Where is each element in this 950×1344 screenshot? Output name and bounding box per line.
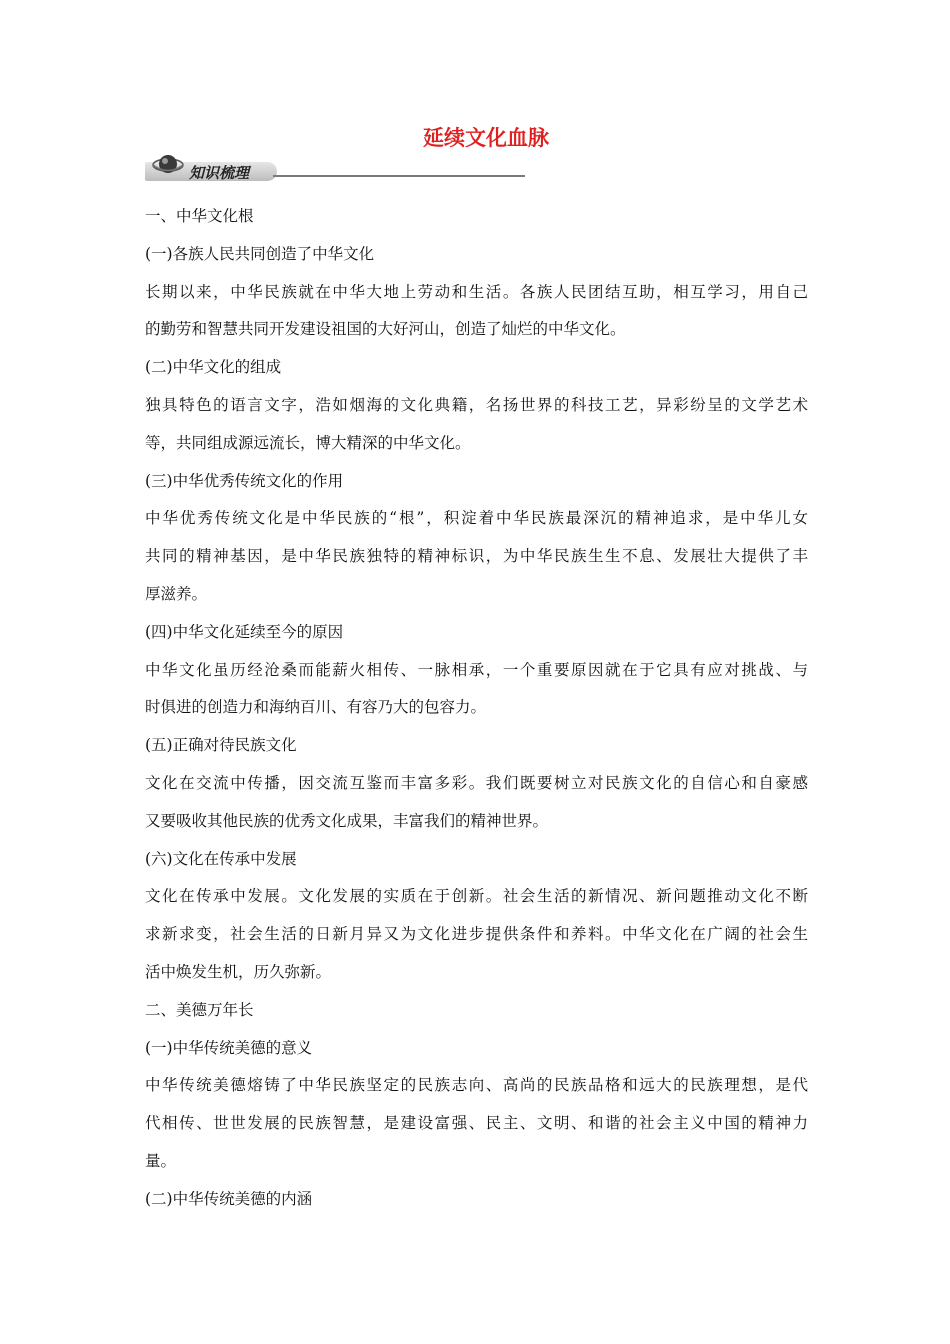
text-line: (一)中华传统美德的意义 — [145, 1038, 313, 1057]
text-line: 活中焕发生机，历久弥新。 — [145, 962, 332, 981]
text-line: (二)中华文化的组成 — [145, 358, 282, 377]
text-line: 中华文化虽历经沧桑而能薪火相传、一脉相承，一个重要原因就在于它具有应对挑战、与 — [145, 660, 808, 679]
text-line: (二)中华传统美德的内涵 — [145, 1189, 313, 1208]
text-line: 厚滋养。 — [145, 584, 208, 603]
text-line: (五)正确对待民族文化 — [145, 736, 297, 755]
text-line: 时俱进的创造力和海纳百川、有容乃大的包容力。 — [145, 698, 487, 717]
text-line: 共同的精神基因，是中华民族独特的精神标识，为中华民族生生不息、发展壮大提供了丰 — [145, 547, 808, 566]
text-line: 等，共同组成源远流长，博大精深的中华文化。 — [145, 433, 471, 452]
text-line: 独具特色的语言文字，浩如烟海的文化典籍，名扬世界的科技工艺，异彩纷呈的文学艺术 — [145, 395, 808, 414]
text-line: (六)文化在传承中发展 — [145, 849, 297, 868]
text-line: 量。 — [145, 1151, 177, 1170]
text-line: 长期以来，中华民族就在中华大地上劳动和生活。各族人民团结互助，相互学习，用自己 — [145, 282, 808, 301]
globe-icon — [151, 150, 185, 180]
banner-rule — [273, 175, 525, 177]
text-line: 的勤劳和智慧共同开发建设祖国的大好河山，创造了灿烂的中华文化。 — [145, 320, 626, 339]
text-line: (一)各族人民共同创造了中华文化 — [145, 244, 375, 263]
text-line: 代相传、世世发展的民族智慧，是建设富强、民主、文明、和谐的社会主义中国的精神力 — [145, 1114, 808, 1133]
text-line: 又要吸收其他民族的优秀文化成果，丰富我们的精神世界。 — [145, 811, 549, 830]
document-body — [145, 198, 808, 1219]
text-line: (四)中华文化延续至今的原因 — [145, 622, 344, 641]
text-line: 中华优秀传统文化是中华民族的“根”，积淀着中华民族最深沉的精神追求，是中华儿女 — [145, 509, 808, 528]
text-line: 文化在传承中发展。文化发展的实质在于创新。社会生活的新情况、新问题推动文化不断 — [145, 887, 808, 906]
text-line: 中华传统美德熔铸了中华民族坚定的民族志向、高尚的民族品格和远大的民族理想，是代 — [145, 1076, 808, 1095]
document-title: 延续文化血脉 — [423, 126, 549, 150]
text-line: 一、中华文化根 — [145, 207, 254, 225]
text-line: 文化在交流中传播，因交流互鉴而丰富多彩。我们既要树立对民族文化的自信心和自豪感 — [145, 773, 808, 792]
text-line: 求新求变，社会生活的日新月异又为文化进步提供条件和养料。中华文化在广阔的社会生 — [145, 925, 808, 944]
text-line: 二、美德万年长 — [145, 1000, 254, 1019]
text-line: (三)中华优秀传统文化的作用 — [145, 471, 344, 490]
banner-label: 知识梳理 — [189, 164, 250, 182]
section-banner — [145, 150, 525, 184]
